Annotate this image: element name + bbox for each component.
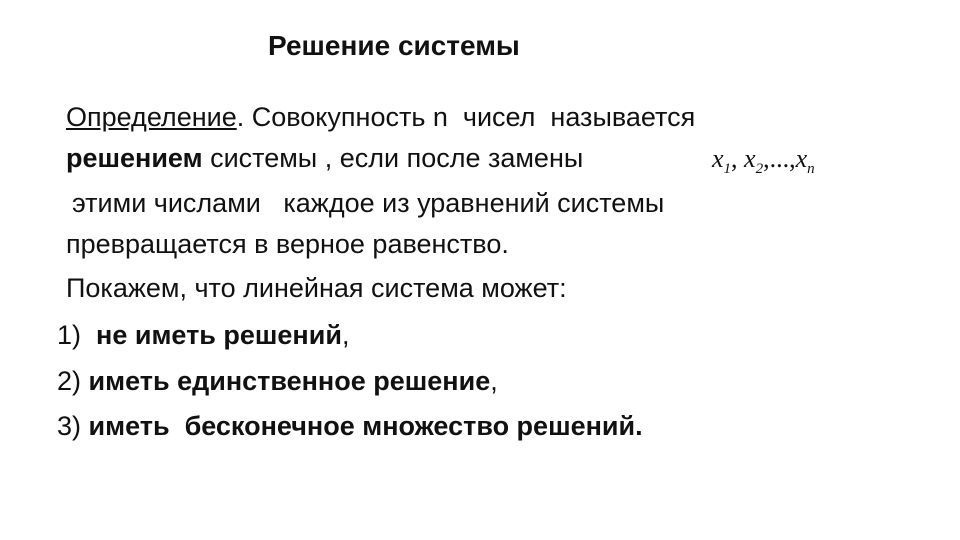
formula-var-1: x — [712, 144, 724, 173]
definition-line-2-rest: системы , если после замены — [202, 143, 584, 173]
list-item-3-number: 3) — [57, 411, 89, 441]
formula-sep-2: ,..., — [763, 144, 796, 173]
formula-sub-2: 2 — [755, 161, 764, 177]
definition-line-1 — [66, 100, 695, 134]
formula-sep-1: , — [731, 144, 745, 173]
intro-text: Покажем, что линейная система может: — [66, 273, 567, 303]
list-item-1-text: не иметь решений — [96, 320, 342, 350]
list-item-3 — [57, 409, 643, 443]
list-item-2-tail: , — [490, 366, 498, 396]
list-item-3-text: иметь бесконечное множество решений. — [88, 411, 643, 441]
list-item-1-number: 1) — [57, 320, 97, 350]
definition-bold-term: решением — [66, 143, 203, 173]
slide-title: Решение системы — [268, 30, 520, 61]
list-item-2 — [57, 364, 498, 398]
formula-var-n: x — [795, 144, 808, 173]
formula-sub-1: 1 — [723, 161, 732, 177]
definition-line-3: этими числами каждое из уравнений системы — [72, 188, 665, 218]
definition-line-1-rest: . Совокупность n чисел называется — [236, 102, 696, 132]
definition-line-4: превращается в верное равенство. — [66, 229, 509, 259]
list-item-1 — [57, 318, 349, 352]
list-item-2-text: иметь единственное решение — [88, 366, 491, 396]
list-item-2-number: 2) — [57, 366, 89, 396]
formula-var-2: x — [744, 144, 756, 173]
definition-line-2 — [66, 141, 583, 175]
list-item-1-tail: , — [341, 320, 350, 350]
definition-term: Определение — [66, 102, 237, 132]
variables-formula — [712, 142, 815, 176]
formula-sub-n: n — [807, 161, 815, 177]
